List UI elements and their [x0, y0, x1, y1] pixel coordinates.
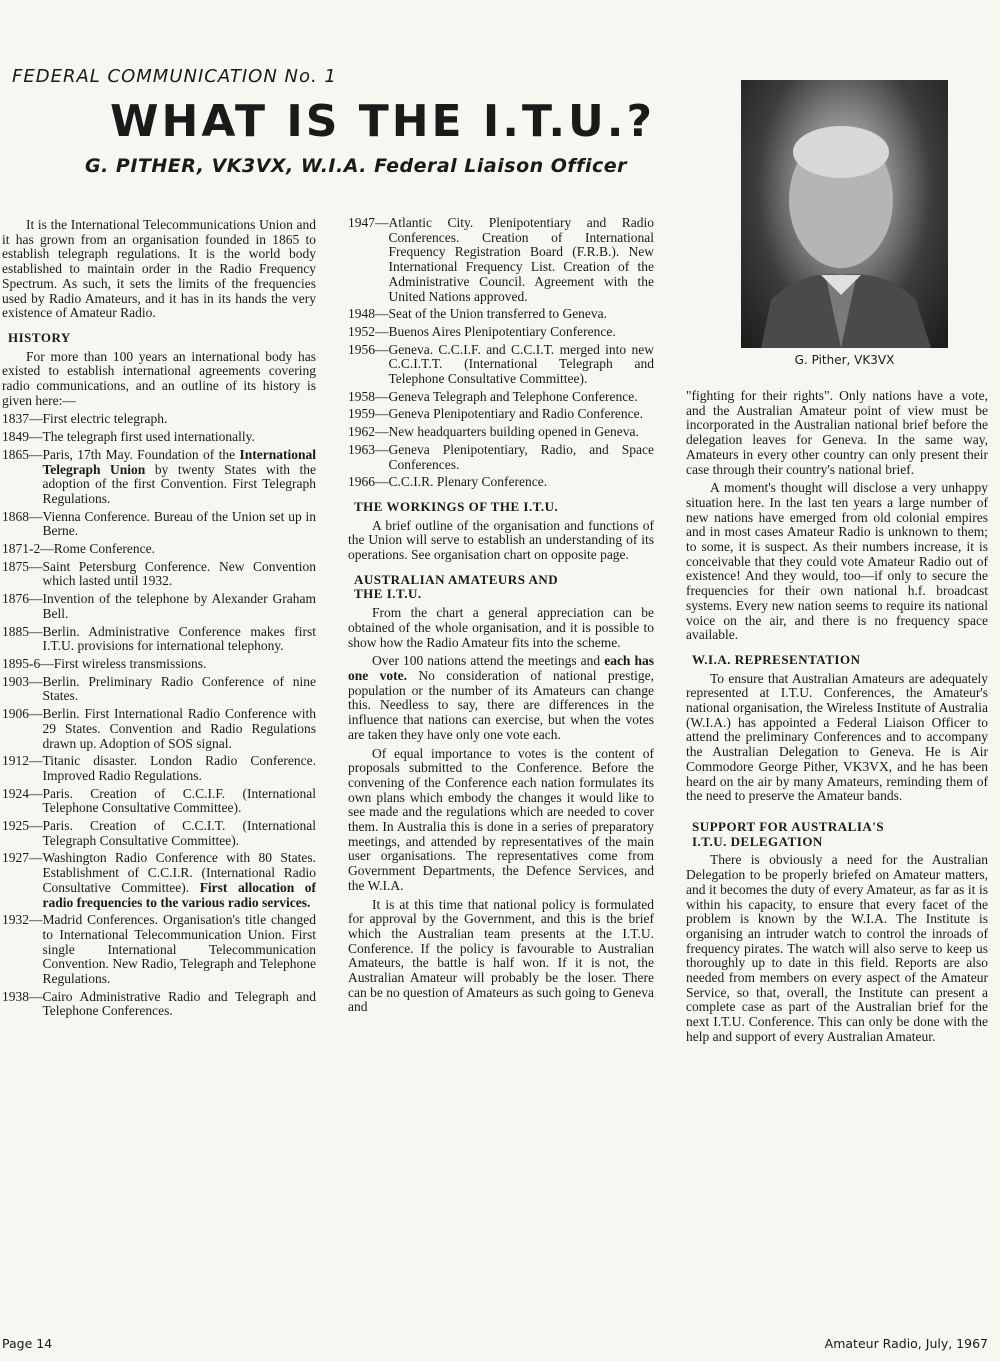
history-year: 1927— [2, 850, 43, 866]
australian-paragraph-2 [348, 654, 654, 742]
history-entry [2, 625, 316, 654]
section-kicker: FEDERAL COMMUNICATION No. 1 [12, 66, 337, 87]
history-entry [2, 560, 316, 589]
australian-paragraph-3: Of equal importance to votes is the content of proposals submitted to the Conference. Before the convening of the Conference each nation formulates its own plans which embody the changes it would like to see made and the regulations which are needed to cover them. In Australia this is done in a series of preparatory meetings, and attended by representatives of the main user organisations. The representatives come from Government Departments, the Defence Services, and the W.I.A. [348, 745, 654, 893]
history-year: 1912— [2, 753, 43, 769]
history-text-bold: International Telegraph Union [42, 446, 316, 477]
history-year: 1966— [348, 474, 389, 490]
author-photo [741, 80, 948, 348]
history-text [43, 851, 317, 910]
history-year: 1958— [348, 388, 389, 404]
australian-heading-line2: THE I.T.U. [354, 586, 422, 602]
history-year: 1849— [2, 429, 43, 445]
history-text: Berlin. Administrative Conference makes first I.T.U. provisions for international telephony. [42, 623, 316, 654]
history-entry [2, 819, 316, 848]
column-2 [348, 216, 654, 1019]
history-year: 1963— [348, 441, 389, 457]
history-text: Berlin. Preliminary Radio Conference of nine States. [42, 673, 316, 704]
column-1 [2, 218, 316, 1022]
workings-heading: THE WORKINGS OF THE I.T.U. [354, 498, 559, 514]
intro-paragraph: It is the International Telecommunications Union and it has grown from an organisation founded in 1865 to establish telegraph regulations. It is the world body established to maintain order in the Radio Frequency Spectrum. As such, it sets the limits of the frequencies used by Radio Amateurs, and it has in its hands the very existence of Amateur Radio. [2, 217, 316, 321]
article-title: WHAT IS THE I.T.U.? [110, 96, 656, 147]
history-text: Vienna Conference. Bureau of the Union set up in Berne. [42, 508, 316, 539]
history-text: Paris. Creation of C.C.I.F. (International Telephone Consultative Committee). [42, 785, 316, 816]
history-entry [348, 407, 654, 422]
history-year: 1906— [2, 706, 43, 722]
history-text: Atlantic City. Plenipotentiary and Radio Conferences. Creation of International Frequency Registration Board (F.R.B.). New International Frequency List. Creation of the Administrative Council. Agreement with the United Nations approved. [388, 215, 654, 304]
support-heading-line1: SUPPORT FOR AUSTRALIA'S [692, 818, 885, 834]
history-year: 1924— [2, 785, 43, 801]
history-text: Madrid Conferences. Organisation's title changed to International Telecommunication Union. First single International Telecommunication Convention. New Radio, Telegraph and Telephone Regulations. [42, 912, 316, 987]
history-text: Geneva Plenipotentiary and Radio Conference. [388, 406, 644, 422]
history-entry [2, 990, 316, 1019]
history-entry [348, 425, 654, 440]
history-text: Geneva Plenipotentiary, Radio, and Space Conferences. [388, 441, 654, 472]
col3-paragraph-2: A moment's thought will disclose a very unhappy situation here. In the last ten years a large number of new nations have emerged from old colonial empires and in most cases Amateur Radio is unknown to them; to some, it is suspect. As their numbers increase, it is conceivable that they could vote Amateur Radio out of existence! And they would, too—if only to secure the frequencies for their own national h.f. broadcast systems. Every new nation seems to require its national voice on the air, and there is no frequency space available. [686, 480, 988, 643]
wia-paragraph: To ensure that Australian Amateurs are adequately represented at I.T.U. Conferences, the Amateur's national organisation, the Wireless Institute of Australia (W.I.A.) has appointed a Federal Liaison Officer to attend the preliminary Conferences and to accompany the Australian Delegation to Geneva. He is Air Commodore George Pither, VK3VX, and he has been heard on the air by many Amateurs, reminding them of the need to preserve the Amateur bands. [686, 670, 988, 804]
p2-bold: each has one vote. [348, 653, 654, 683]
history-year: 1895-6— [2, 655, 54, 671]
history-year: 1903— [2, 673, 43, 689]
history-year: 1948— [348, 306, 389, 322]
history-entry [348, 307, 654, 322]
history-text: Geneva. C.C.I.F. and C.C.I.T. merged into new C.C.I.T.T. (International Telegraph and Telephone Consultative Committee). [388, 341, 654, 387]
australian-paragraph-1: From the chart a general appreciation can be obtained of the whole organisation, and it is possible to show how the Radio Amateur fits into the scheme. [348, 605, 654, 650]
history-entry [2, 707, 316, 751]
history-year: 1868— [2, 508, 43, 524]
history-year: 1885— [2, 623, 43, 639]
history-entry [2, 510, 316, 539]
history-text: Rome Conference. [53, 541, 155, 557]
history-year: 1925— [2, 818, 43, 834]
history-entry [2, 913, 316, 987]
workings-paragraph: A brief outline of the organisation and functions of the Union will serve to establish an understanding of its operations. See organisation chart on opposite page. [348, 517, 654, 563]
history-entry [2, 542, 316, 557]
portrait-illustration [741, 80, 948, 348]
history-year: 1962— [348, 424, 389, 440]
byline: G. PITHER, VK3VX, W.I.A. Federal Liaison Officer [85, 155, 627, 177]
history-entry [2, 448, 316, 507]
history-entry [348, 216, 654, 304]
history-text-part: Paris, 17th May. Foundation of the [42, 446, 240, 462]
history-year: 1956— [348, 341, 389, 357]
history-entry [2, 430, 316, 445]
photo-caption: G. Pither, VK3VX [794, 353, 895, 367]
history-entry [2, 592, 316, 621]
history-list-continued [348, 216, 654, 490]
history-year: 1947— [348, 215, 389, 230]
history-year: 1959— [348, 406, 389, 422]
publication-footer: Amateur Radio, July, 1967 [824, 1336, 988, 1351]
history-entry [348, 325, 654, 340]
history-text: First wireless transmissions. [53, 655, 207, 671]
history-year: 1871-2— [2, 541, 54, 557]
history-entry [2, 754, 316, 783]
history-entry [348, 475, 654, 490]
support-paragraph: There is obviously a need for the Australian Delegation to be properly briefed on Amateur matters, and it becomes the duty of every Amateur, as far as it is within his capacity, to ensure that every facet of the problem is known by the W.I.A. The Institute is organising an intruder watch to control the inroads of frequency pirates. The watch will also serve to keep us thoroughly up to date in this field. Reports are also needed from members on every aspect of the Amateur Service, so that, overall, the Institute can present a complete case as part of the Australian brief for the next I.T.U. Conference. This can only be done with the help and support of every Australian Amateur. [686, 852, 988, 1044]
history-text-part: by twenty States with the adoption of the first Convention. First Telegraph Regulations. [42, 461, 317, 506]
history-entry [2, 412, 316, 427]
history-text: Titanic disaster. London Radio Conference. Improved Radio Regulations. [42, 753, 316, 783]
col3-paragraph-1: "fighting for their rights". Only nations have a vote, and the Australian Amateur point of view must be incorporated in the Australian national brief before the delegation leaves for Geneva. In the same way, Amateurs in every other country can only present their case through their country's national brief. [686, 388, 988, 477]
history-entry [348, 390, 654, 405]
history-text: Geneva Telegraph and Telephone Conference. [388, 388, 638, 404]
history-text: Invention of the telephone by Alexander Graham Bell. [42, 591, 316, 621]
history-text: Saint Petersburg Conference. New Convention which lasted until 1932. [42, 558, 316, 589]
p2-text-b: No consideration of national prestige, population or the number of its Amateurs can change this. Needless to say, there are differences in the influence that nations can exercise, but when the votes are taken they have only one vote each. [348, 667, 654, 742]
history-text [43, 448, 317, 507]
history-text-bold: First allocation of radio frequencies to the various radio services. [42, 879, 316, 910]
history-entry [2, 675, 316, 704]
history-text-part: Washington Radio Conference with 80 States. Establishment of C.C.I.R. (International Radio Consultative Committee). [42, 850, 316, 895]
history-text: C.C.I.R. Plenary Conference. [388, 474, 548, 490]
history-heading: HISTORY [8, 329, 71, 345]
history-text: Buenos Aires Plenipotentiary Conference. [388, 323, 616, 339]
wia-heading: W.I.A. REPRESENTATION [692, 651, 861, 667]
history-year: 1952— [348, 323, 389, 339]
p2-text-a: Over 100 nations attend the meetings and [372, 653, 605, 669]
history-entry [2, 787, 316, 816]
history-intro: For more than 100 years an international body has existed to establish international agreements covering radio communications, and an outline of its history is given here:— [2, 348, 316, 408]
history-text: The telegraph first used internationally. [42, 429, 255, 445]
history-year: 1876— [2, 591, 43, 607]
australian-paragraph-4: It is at this time that national policy is formulated for approval by the Government, and this is the brief which the Australian team presents at the I.T.U. Conference. If the policy is favourable to Australian Amateurs, the battle is half won. If it is not, the Australian Amateur will probably be the loser. There can be no question of Amateurs as such going to Geneva and [348, 896, 654, 1015]
history-text: Berlin. First International Radio Conference with 29 States. Convention and Radio Regulations drawn up. Adoption of SOS signal. [42, 706, 316, 751]
history-entry [2, 851, 316, 910]
history-entry [348, 343, 654, 387]
support-heading-line2: I.T.U. DELEGATION [692, 833, 823, 849]
history-year: 1932— [2, 912, 43, 928]
history-year: 1865— [2, 446, 43, 462]
column-3 [686, 389, 988, 1049]
history-text: Paris. Creation of C.C.I.T. (International Telegraph Consultative Committee). [42, 818, 316, 848]
history-year: 1875— [2, 558, 43, 574]
history-text: Cairo Administrative Radio and Telegraph and Telephone Conferences. [42, 988, 316, 1019]
history-entry [348, 443, 654, 472]
history-entry [2, 657, 316, 672]
history-text: First electric telegraph. [42, 411, 168, 427]
australian-heading-line1: AUSTRALIAN AMATEURS AND [354, 571, 559, 587]
history-text: New headquarters building opened in Geneva. [388, 424, 639, 440]
history-list [2, 412, 316, 1019]
page-number: Page 14 [2, 1336, 53, 1351]
history-text: Seat of the Union transferred to Geneva. [388, 306, 608, 322]
history-year: 1938— [2, 988, 43, 1004]
history-year: 1837— [2, 411, 43, 427]
